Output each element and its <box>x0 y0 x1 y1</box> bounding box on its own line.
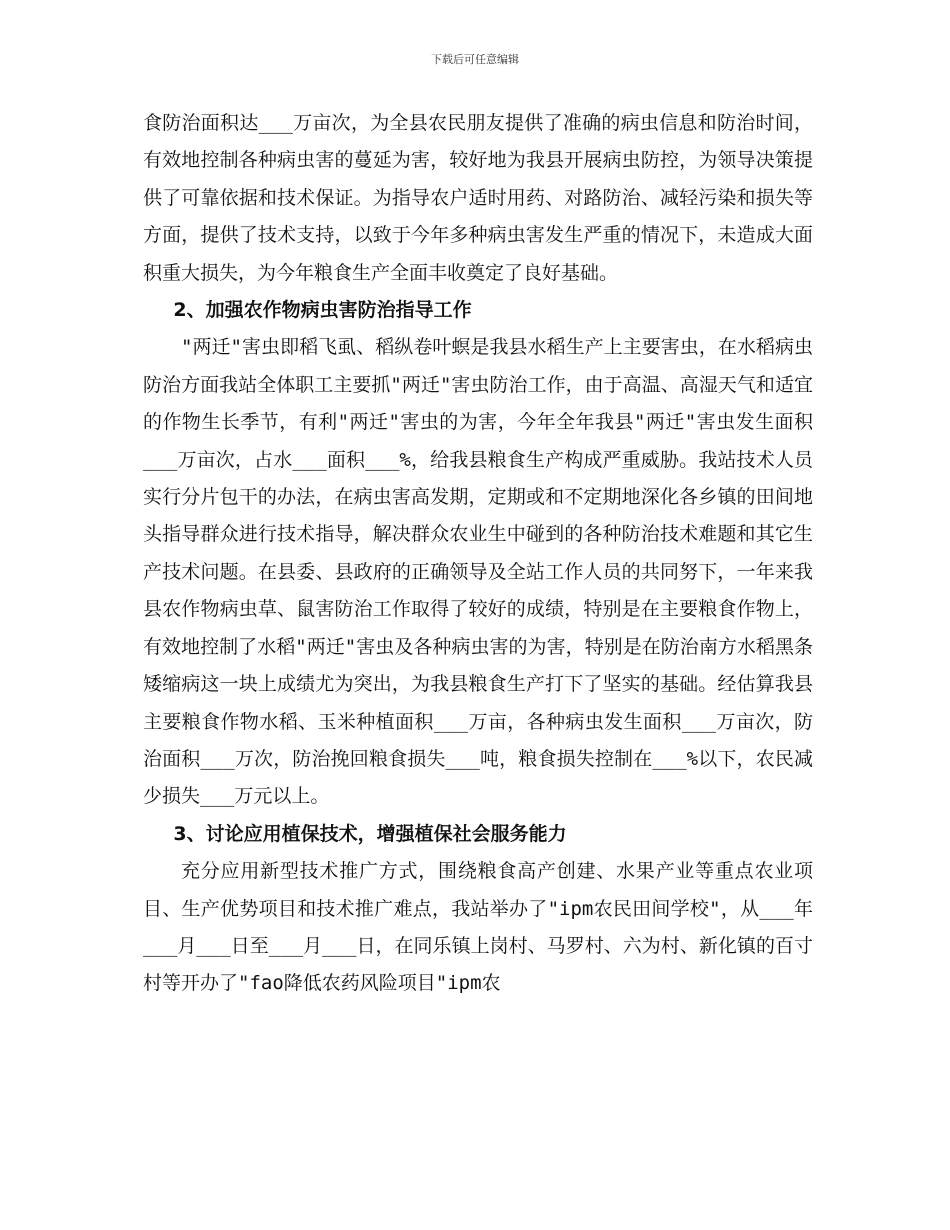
document-body <box>143 105 813 1003</box>
section-heading-3: 3、讨论应用植保技术，增强植保社会服务能力 <box>173 822 567 845</box>
paragraph-1: 食防治面积达___万亩次，为全县农民朋友提供了准确的病虫信息和防治时间，有效地控制各种病虫害的蔓延为害，较好地为我县开展病虫防控，为领导决策提供了可靠依据和技术保证。为指导农户适时用药、对路防治、减轻污染和损失等方面，提供了技术支持，以致于今年多种病虫害发生严重的情况下，未造成大面积重大损失，为今年粮食生产全面丰收奠定了良好基础。 <box>143 112 813 284</box>
paragraph-2: "两迁"害虫即稻飞虱、稻纵卷叶螟是我县水稻生产上主要害虫，在水稻病虫防治方面我站全体职工主要抓"两迁"害虫防治工作，由于高温、高湿天气和适宜的作物生长季节，有利"两迁"害虫的为害，今年全年我县"两迁"害虫发生面积___万亩次，占水___面积___%，给我县粮食生产构成严重威胁。我站技术人员实行分片包干的办法，在病虫害高发期，定期或和不定期地深化各乡镇的田间地头指导群众进行技术指导，解决群众农业生中碰到的各种防治技术难题和其它生产技术问题。在县委、县政府的正确领导及全站工作人员的共同努下，一年来我县农作物病虫草、鼠害防治工作取得了较好的成绩，特别是在主要粮食作物上，有效地控制了水稻"两迁"害虫及各种病虫害的为害，特别是在防治南方水稻黑条矮缩病这一块上成绩尤为突出，为我县粮食生产打下了坚实的基础。经估算我县主要粮食作物水稻、玉米种植面积___万亩，各种病虫发生面积___万亩次，防治面积___万次，防治挽回粮食损失___吨，粮食损失控制在___%以下，农民减少损失___万元以上。 <box>143 336 813 808</box>
section-heading-2: 2、加强农作物病虫害防治指导工作 <box>173 299 472 322</box>
page-header: 下载后可任意编辑 <box>431 53 519 66</box>
paragraph-3: 充分应用新型技术推广方式，围绕粮食高产创建、水果产业等重点农业项目、生产优势项目和技术推广难点，我站举办了"ipm农民田间学校"，从___年___月___日至___月___日，在同乐镇上岗村、马罗村、六为村、新化镇的百寸村等开办了"fao降低农药风险项目"ipm农 <box>143 860 813 995</box>
